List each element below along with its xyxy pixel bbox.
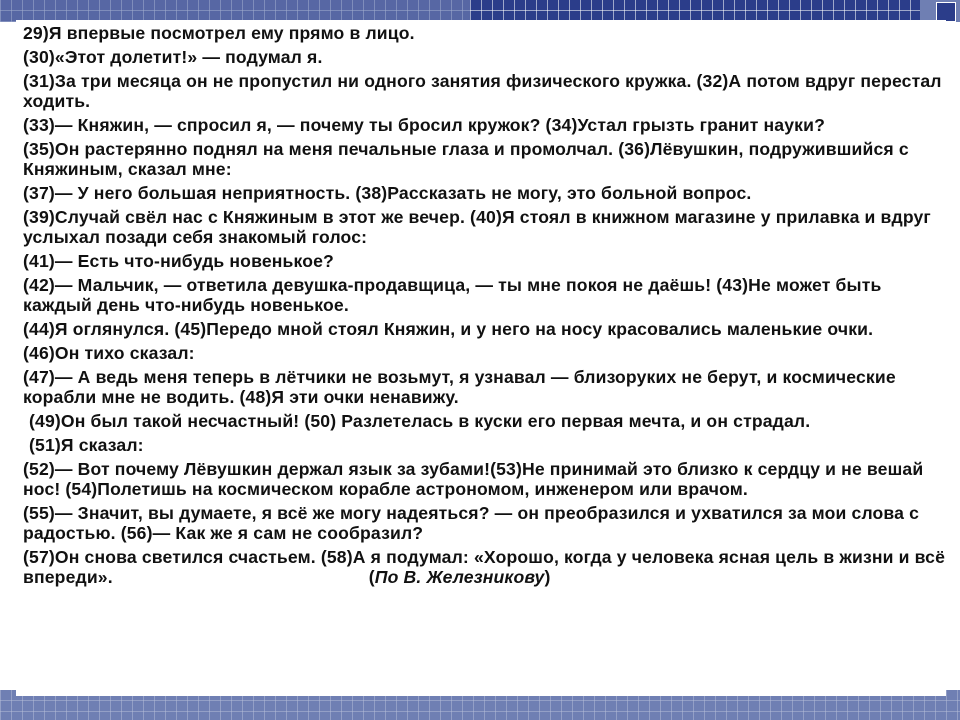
- attribution-author: По В. Железникову: [374, 567, 545, 587]
- paragraph-42: (42)— Мальчик, — ответила девушка-продавщица, — ты мне покоя не даёшь! (43)Не может быть каждый день что-нибудь новенькое.: [23, 275, 882, 315]
- top-grid-pattern-left: [0, 0, 470, 22]
- top-grid-pattern-right: [470, 0, 920, 22]
- paragraph-35: (35)Он растерянно поднял на меня печальные глаза и промолчал. (36)Лёвушкин, подружившийся с Княжиным, сказал мне:: [23, 139, 909, 179]
- paragraph-31: (31)За три месяца он не пропустил ни одного занятия физического кружка. (32)А потом вдруг перестал ходить.: [23, 71, 942, 111]
- paragraph-33: (33)— Княжин, — спросил я, — почему ты бросил кружок? (34)Устал грызть гранит науки?: [23, 115, 825, 135]
- corner-square-icon: [936, 2, 956, 22]
- paragraph-47: (47)— А ведь меня теперь в лётчики не возьмут, я узнавал — близоруких не берут, и космические корабли мне не водить. (48)Я эти очки ненавижу.: [23, 367, 896, 407]
- paragraph-46: (46)Он тихо сказал:: [23, 343, 195, 363]
- paragraph-29: 29)Я впервые посмотрел ему прямо в лицо.: [23, 23, 415, 43]
- paragraph-51: (51)Я сказал:: [29, 435, 144, 455]
- attribution-open: (: [368, 567, 375, 587]
- paragraph-41: (41)— Есть что-нибудь новенькое?: [23, 251, 334, 271]
- paragraph-57: [23, 547, 946, 587]
- paragraph-37: (37)— У него большая неприятность. (38)Рассказать не могу, это больной вопрос.: [23, 183, 752, 203]
- paragraph-39: (39)Случай свёл нас с Княжиным в этот же вечер. (40)Я стоял в книжном магазине у прилавка и вдруг услыхал позади себя знакомый голос:: [23, 207, 931, 247]
- paragraph-57-text: (57)Он снова светился счастьем. (58)А я подумал: «Хорошо, когда у человека ясная цель в жизни и всё впереди».: [23, 547, 946, 587]
- paragraph-44: (44)Я оглянулся. (45)Передо мной стоял Княжин, и у него на носу красовались маленькие очки.: [23, 319, 874, 339]
- paragraph-52: (52)— Вот почему Лёвушкин держал язык за зубами!(53)Не принимай это близко к сердцу и не вешай нос! (54)Полетишь на космическом корабле астрономом, инженером или врачом.: [23, 459, 924, 499]
- text-panel: [16, 20, 946, 696]
- paragraph-30: (30)«Этот долетит!» — подумал я.: [23, 47, 323, 67]
- paragraph-55: (55)— Значит, вы думаете, я всё же могу надеяться? — он преобразился и ухватился за мои слова с радостью. (56)— Как же я сам не сообразил?: [23, 503, 920, 543]
- attribution-close: ): [544, 567, 551, 587]
- paragraph-49: (49)Он был такой несчастный! (50) Разлетелась в куски его первая мечта, и он страдал.: [29, 411, 811, 431]
